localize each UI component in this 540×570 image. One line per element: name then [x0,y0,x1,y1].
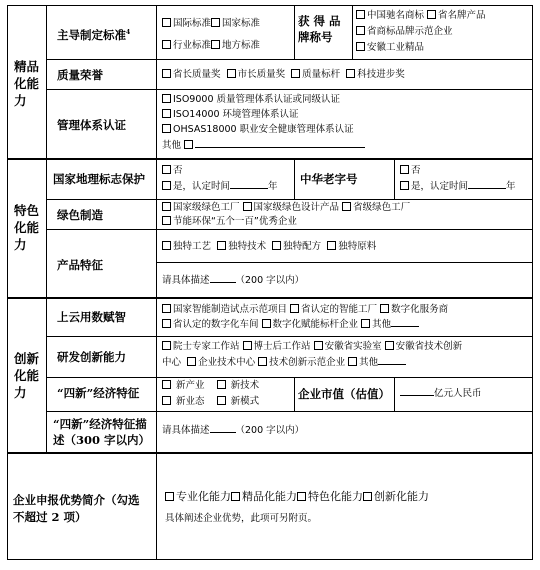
label-china-old: 中华老字号 [300,172,358,186]
checkbox[interactable] [162,124,171,133]
label-advantage: 企业申报优势简介（勾选 不超过 2 项） [13,493,140,524]
checkbox[interactable] [162,94,171,103]
checkbox[interactable] [211,40,220,49]
other-input-line[interactable] [378,364,406,365]
checkbox[interactable] [272,241,281,250]
checkbox[interactable] [162,18,171,27]
label-rd: 研发创新能力 [57,350,126,364]
label-four-new: “四新”经济特征 [57,386,140,400]
checkbox[interactable] [356,10,365,19]
label-geo: 国家地理标志保护 [53,172,145,186]
checkbox[interactable] [217,241,226,250]
checkbox[interactable] [162,319,171,328]
checkbox[interactable] [385,341,394,350]
checkbox[interactable] [162,216,171,225]
checkbox[interactable] [162,202,171,211]
checkbox[interactable] [427,10,436,19]
checkbox[interactable] [162,341,171,350]
label-four-new-desc: “四新”经济特征描 述（300 字以内） [53,417,151,447]
checkbox[interactable] [162,380,171,389]
describe-input-line[interactable] [210,432,236,433]
checkbox[interactable] [162,241,171,250]
checkbox[interactable] [361,319,370,328]
checkbox[interactable] [217,396,226,405]
label-quality: 质量荣誉 [57,68,103,82]
checkbox[interactable] [400,181,409,190]
checkbox[interactable] [227,69,236,78]
checkbox[interactable] [162,69,171,78]
checkbox[interactable] [165,492,174,501]
checkbox[interactable] [356,42,365,51]
checkbox[interactable] [297,492,306,501]
label-market-value: 企业市值（估值） [298,387,390,401]
checkbox[interactable] [380,304,389,313]
other-input-line[interactable] [195,147,365,148]
checkbox[interactable] [162,109,171,118]
checkbox[interactable] [400,165,409,174]
checkbox[interactable] [162,396,171,405]
category-featured: 特色 化能 力 [14,203,40,252]
checkbox[interactable] [342,202,351,211]
checkbox[interactable] [327,241,336,250]
checkbox[interactable] [162,165,171,174]
checkbox[interactable] [187,357,196,366]
checkbox[interactable] [211,18,220,27]
label-cloud: 上云用数赋智 [57,310,126,324]
checkbox[interactable] [243,202,252,211]
checkbox[interactable] [184,140,193,149]
date-input-line[interactable] [468,188,506,189]
other-input-line[interactable] [391,326,419,327]
checkbox[interactable] [217,380,226,389]
application-form-table: 精品 化能 力 特色 化能 力 创新 化能 力 主导制定标准$^4$ 国际标准 国家标准 行业标准 地方标准 获 得 品 牌称号 中国驰名商标 省名牌产品 省商标品牌示范企业 安徽工业精品 质量荣誉 省长质量奖 市长质量奖 质量标杆 科技进步奖 管理体系认证 ISO9000 质量管理体系认证或同级认证 ISO14000 环境管理体系认证 OHSAS18000 职业安全健康管理体系认证 其他 国家地理标志保护 否 是，认定时间 年 中华老字号 否 是，认定时间 年 绿色制造 国家级绿色工厂 国家级绿色设计产品 省级绿色工厂 节能环保“五个一百”优秀企业 产品特征 独特工艺 独特技术 独特配方 独特原料 请具体描述 （200 字以内） 上云用数赋智 国家智能制造试点示范项目 省认定的智能工厂 数字化服务商 省认定的数字化车间 数字化赋能标杆企业 其他 研发创新能力 院士专家工作站 博士后工作站 安徽省实验室 安徽省技术创新 中心 企业技术中心 技术创新示范企业 其他 “四新”经济特征 新产业 新技术 新业态 新模式 企业市值（估值） 亿元人民币 “四新”经济特征描 述（300 字以内） 请具体描述 （200 字以内） 企业申报优势简介（勾选 不超过 2 项） 专业化能力 精品化能力 特色化能力 创新化能力 具体阐述企业优势，此项可另附页。 [7,5,533,560]
label-green: 绿色制造 [57,208,103,222]
label-product: 产品特征 [57,258,103,272]
date-input-line[interactable] [230,188,268,189]
checkbox[interactable] [356,26,365,35]
label-mgmt-cert: 管理体系认证 [57,118,126,132]
checkbox[interactable] [162,40,171,49]
checkbox[interactable] [291,69,300,78]
category-innovation: 创新 化能 力 [14,351,40,400]
checkbox[interactable] [258,357,267,366]
checkbox[interactable] [162,304,171,313]
label-standard: 主导制定标准$^4$ [57,27,131,42]
checkbox[interactable] [314,341,323,350]
checkbox[interactable] [243,341,252,350]
advantage-note: 具体阐述企业优势，此项可另附页。 [165,513,318,524]
label-brand: 获 得 品 牌称号 [298,14,341,44]
checkbox[interactable] [348,357,357,366]
checkbox[interactable] [231,492,240,501]
category-specialized: 精品 化能 力 [14,59,40,108]
checkbox[interactable] [346,69,355,78]
market-value-input-line[interactable] [400,395,434,396]
checkbox[interactable] [290,304,299,313]
checkbox[interactable] [262,319,271,328]
describe-input-line[interactable] [210,282,236,283]
checkbox[interactable] [363,492,372,501]
checkbox[interactable] [162,181,171,190]
